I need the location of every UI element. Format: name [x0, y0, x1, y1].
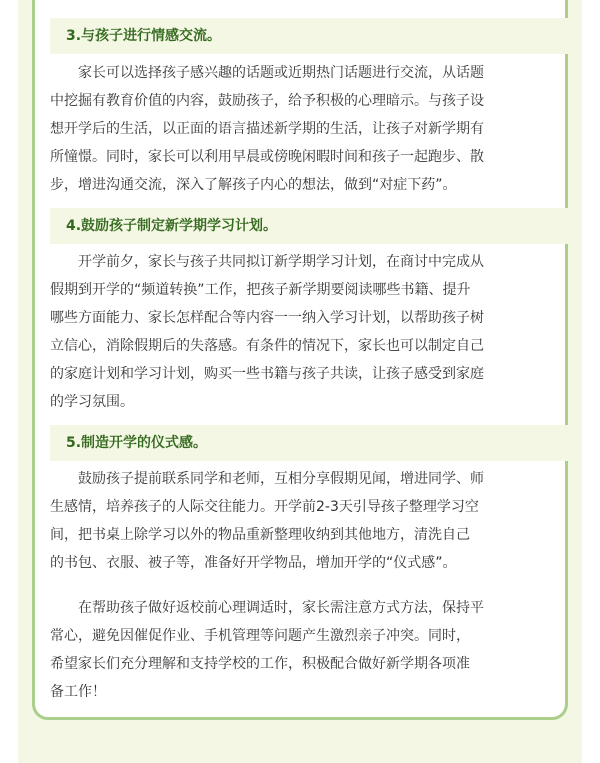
section-paragraph-4: [50, 248, 560, 416]
section-heading-3: 3.与孩子进行情感交流。: [50, 18, 576, 54]
paragraph-line: 的家庭计划和学习计划，购买一些书籍与孩子共读，让孩子感受到家庭: [50, 366, 484, 382]
paragraph-line: 开学前夕，家长与孩子共同拟订新学期学习计划，在商讨中完成从: [50, 254, 484, 270]
paragraph-line: 假期到开学的“频道转换”工作，把孩子新学期要阅读哪些书籍、提升: [50, 282, 471, 298]
paragraph-line: 备工作！: [50, 684, 106, 700]
paragraph-line: 哪些方面能力、家长怎样配合等内容一一纳入学习计划，以帮助孩子树: [50, 310, 484, 326]
paragraph-line: 常心，避免因催促作业、手机管理等问题产生激烈亲子冲突。同时，: [50, 628, 470, 644]
section-paragraph-5: [50, 465, 560, 577]
closing-paragraph: [50, 594, 560, 706]
section-heading-5: 5.制造开学的仪式感。: [50, 425, 576, 461]
section-paragraph-3: [50, 59, 560, 199]
paragraph-line: 生感情，培养孩子的人际交往能力。开学前2-3天引导孩子整理学习空: [50, 499, 479, 515]
paragraph-line: 步，增进沟通交流，深入了解孩子内心的想法，做到“对症下药”。: [50, 177, 457, 193]
paragraph-line: 所憧憬。同时，家长可以利用早晨或傍晚闲暇时间和孩子一起跑步、散: [50, 149, 484, 165]
paragraph-line: 希望家长们充分理解和支持学校的工作，积极配合做好新学期各项准: [50, 656, 470, 672]
paragraph-line: 的书包、衣服、被子等，准备好开学物品，增加开学的“仪式感”。: [50, 555, 457, 571]
section-heading-4: 4.鼓励孩子制定新学期学习计划。: [50, 208, 576, 244]
paragraph-line: 想开学后的生活，以正面的语言描述新学期的生活，让孩子对新学期有: [50, 121, 484, 137]
paragraph-line: 鼓励孩子提前联系同学和老师，互相分享假期见闻，增进同学、师: [50, 471, 484, 487]
paragraph-line: 在帮助孩子做好返校前心理调适时，家长需注意方式方法，保持平: [50, 600, 484, 616]
paragraph-line: 间，把书桌上除学习以外的物品重新整理收纳到其他地方，清洗自己: [50, 527, 470, 543]
paragraph-line: 家长可以选择孩子感兴趣的话题或近期热门话题进行交流，从话题: [50, 65, 484, 81]
paragraph-line: 的学习氛围。: [50, 394, 134, 410]
paragraph-line: 立信心，消除假期后的失落感。有条件的情况下，家长也可以制定自己: [50, 338, 484, 354]
paragraph-line: 中挖掘有教育价值的内容，鼓励孩子，给予积极的心理暗示。与孩子设: [50, 93, 484, 109]
